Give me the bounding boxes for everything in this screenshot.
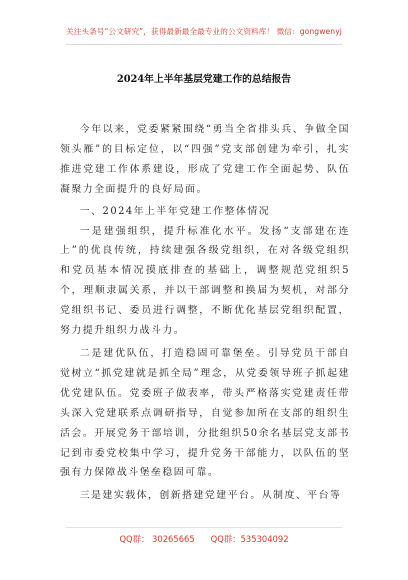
body-paragraph: 二是建优队伍，打造稳固可靠堡垒。引导党员干部自觉树立“抓党建就是抓全局”理念，从党委领导班子抓起建优党建队伍。党委班子做表率，带头严格落实党建责任带头深入党建联系点调研指导，自觉参加所在支部的组织生活会。开展党务干部培训，分批组织50余名基层党支部书记到市委党校集中学习，提升党务干部能力，以队伍的坚强有力保障战斗堡垒稳固可靠。	[60, 347, 350, 479]
footer-divider	[66, 527, 342, 528]
page-header-notice: 关注头条号“公文研究”，获得最新最全最专业的公文资料库！ 微信：gongwenyj	[66, 27, 342, 36]
header-divider	[66, 44, 342, 45]
document-title: 2024年上半年基层党建工作的总结报告	[116, 74, 292, 85]
intro-paragraph: 今年以来，党委紧紧围绕“勇当全省排头兵、争做全国领头雁”的目标定位，以“四强”党支部创建为牵引，扎实推进党建工作体系建设，形成了党建工作全面起势、队伍凝聚力全面提升的良好局面。	[60, 124, 350, 195]
body-paragraph: 三是建实载体，创新搭建党建平台。从制度、平台等	[79, 490, 342, 502]
section-heading: 一、2024年上半年党建工作整体情况	[79, 205, 271, 217]
body-paragraph: 一是建强组织，提升标准化水平。发扬“支部建在连上”的优良传统，持续建强各级党组织，在对各级党组织和党员基本情况摸底排查的基础上，调整规范党组织5个，理顺隶属关系，并以干部调整和换届为契机，对部分党组织书记、委员进行调整，不断优化基层党组织配置，努力提升组织力战斗力。	[60, 225, 350, 337]
page-footer-contact: QQ群： 30265665 QQ群：535304092	[119, 534, 289, 544]
document-body	[60, 120, 350, 506]
